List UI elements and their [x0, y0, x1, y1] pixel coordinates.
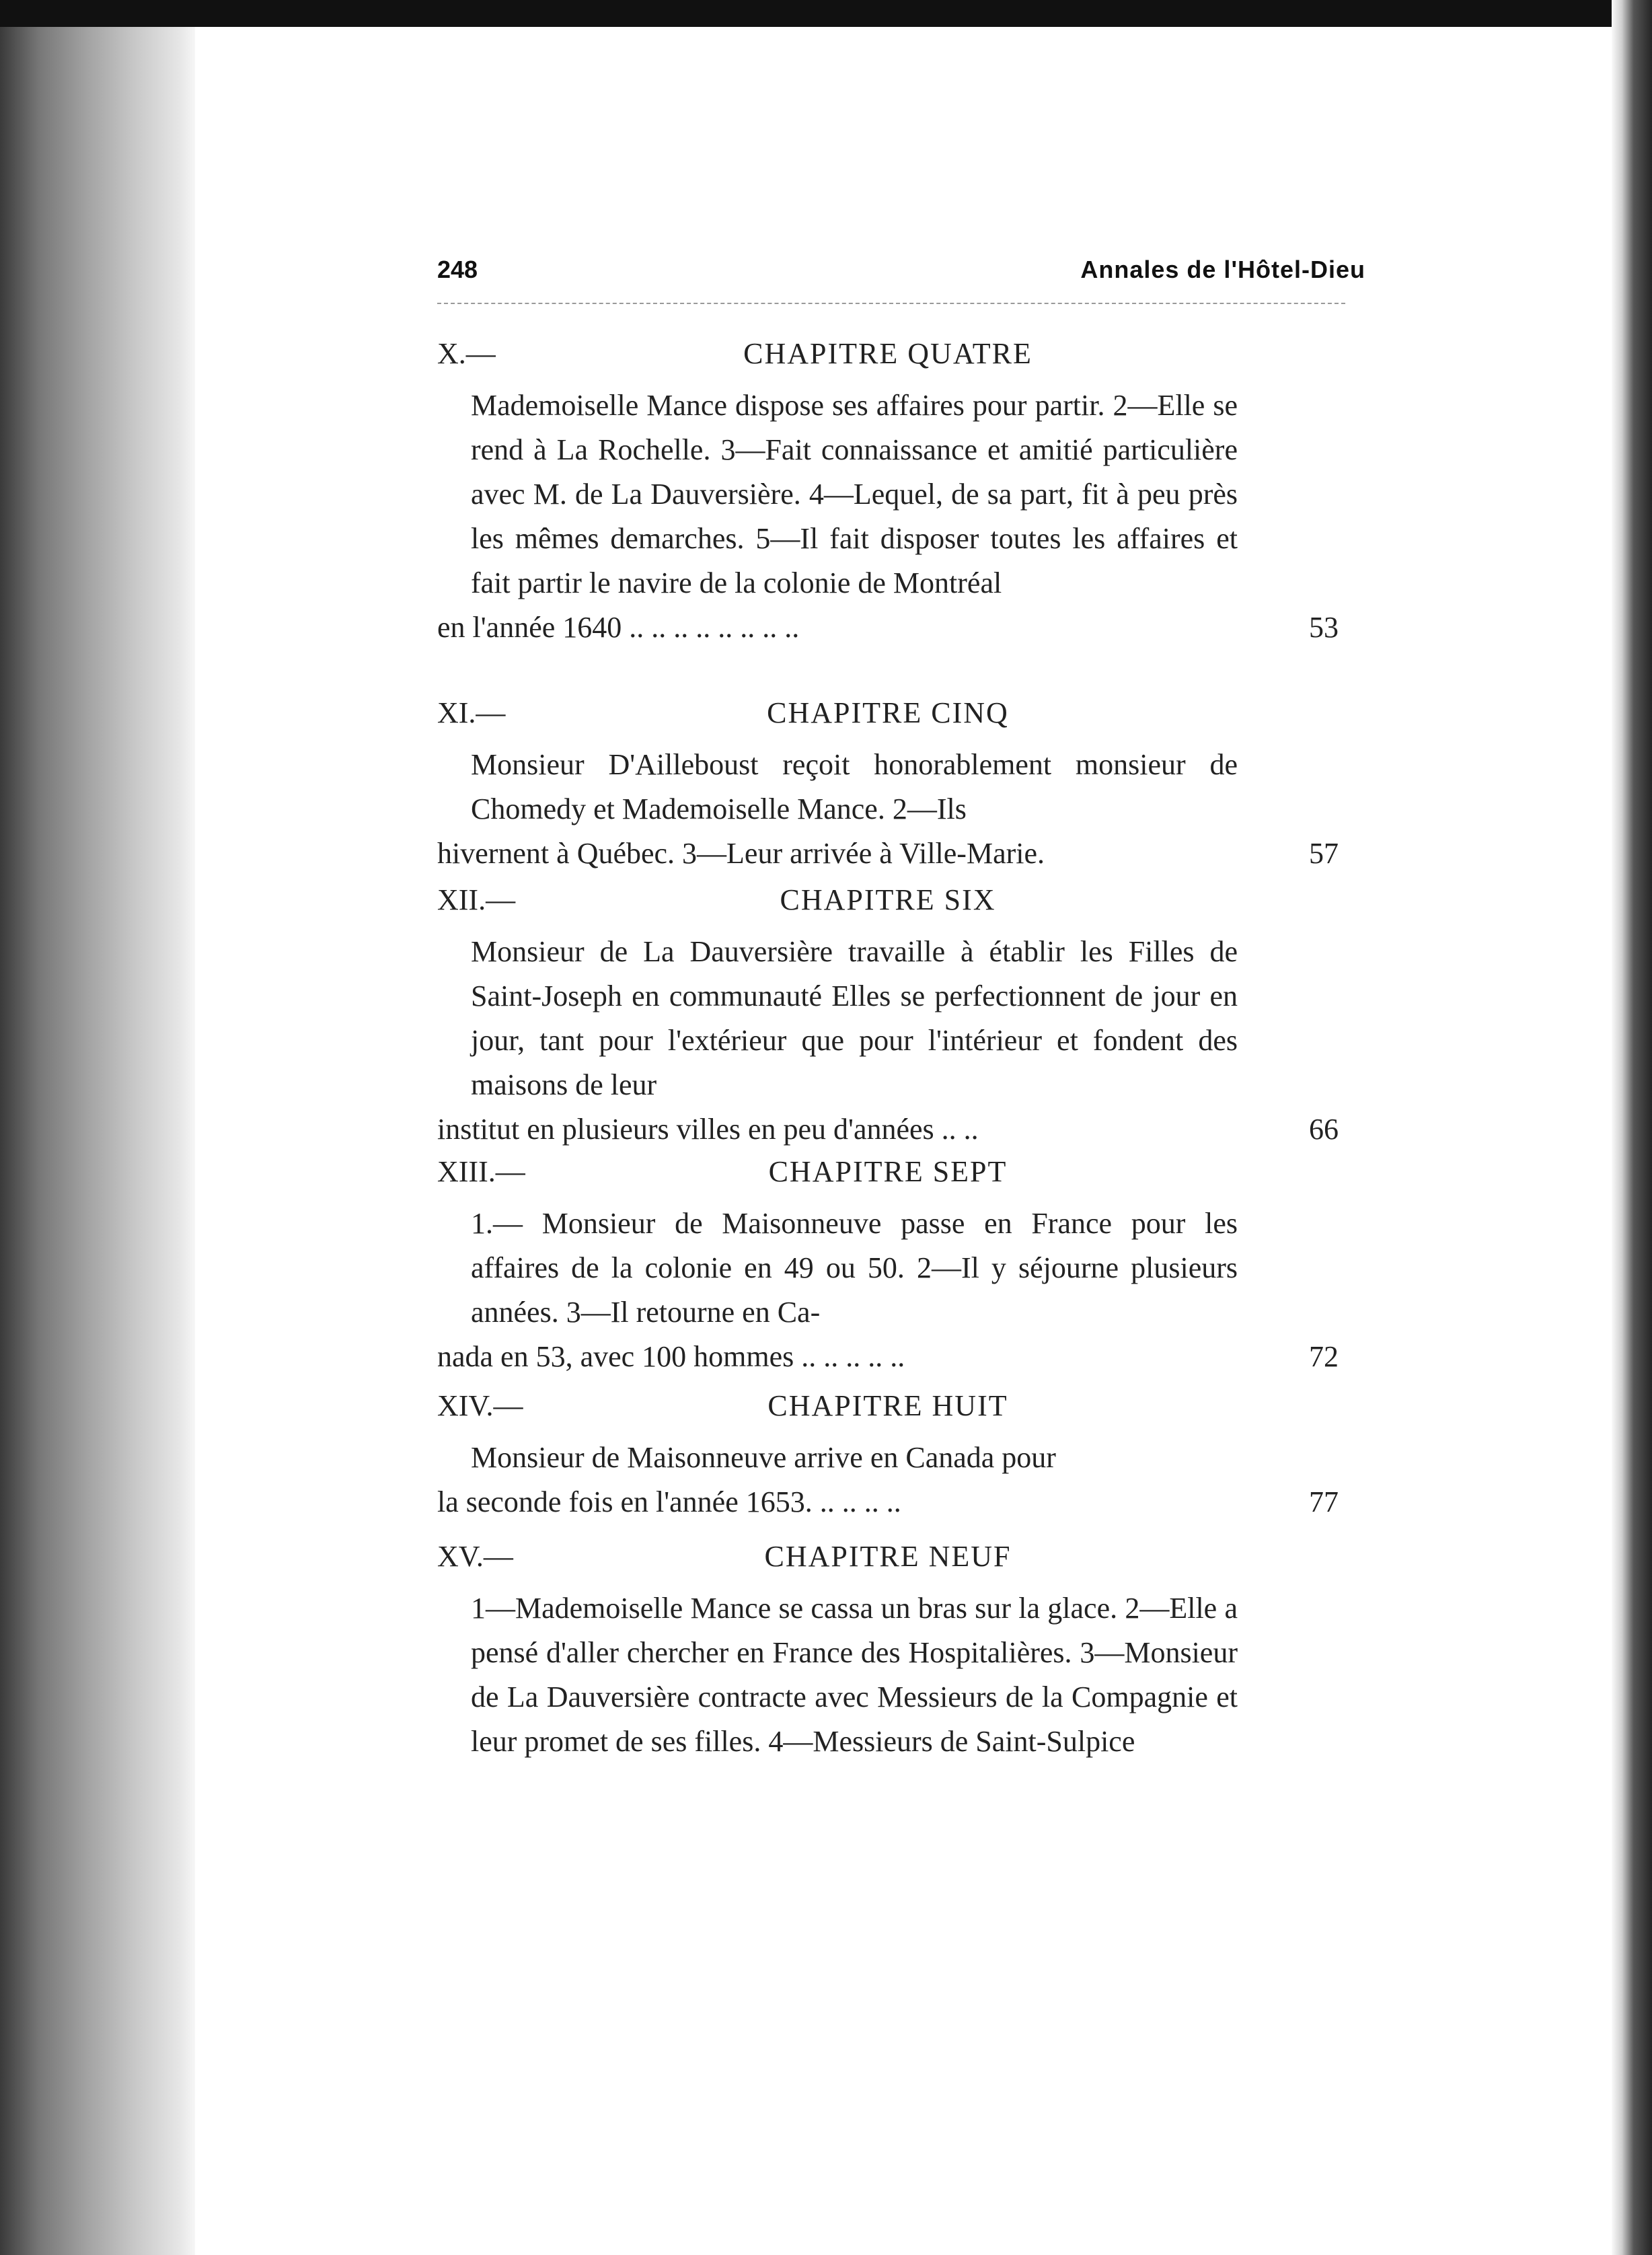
- chapter-roman-number: XII.—: [437, 883, 516, 916]
- chapter-summary-last-line: institut en plusieurs villes en peu d'années .. ..: [437, 1113, 979, 1146]
- header-rule: [437, 303, 1345, 304]
- chapter-heading: [437, 1154, 1339, 1202]
- chapter-heading: [437, 1539, 1339, 1586]
- chapter-summary-last-line: nada en 53, avec 100 hommes .. .. .. .. ..: [437, 1340, 905, 1373]
- toc-entry-chapter-4: [437, 336, 1339, 650]
- chapter-page-number: 53: [1309, 611, 1339, 644]
- chapter-page-number: 66: [1309, 1113, 1339, 1146]
- page-header: [437, 256, 1365, 296]
- scan-page-edge-right: [1612, 0, 1652, 2255]
- chapter-title: CHAPITRE SEPT: [768, 1155, 1008, 1188]
- toc-entry-chapter-5: [437, 696, 1339, 876]
- chapter-roman-number: XIV.—: [437, 1389, 523, 1422]
- chapter-summary-text: Monsieur de Maisonneuve arrive en Canada pour: [471, 1441, 1056, 1474]
- chapter-summary: [437, 1586, 1339, 1764]
- chapter-summary: [437, 1436, 1339, 1524]
- scan-page-edge-left: [0, 0, 195, 2255]
- toc-entry-chapter-8: [437, 1389, 1339, 1524]
- toc-entry-chapter-7: [437, 1154, 1339, 1379]
- toc-entry-chapter-9: [437, 1539, 1339, 1764]
- chapter-title: CHAPITRE QUATRE: [743, 337, 1032, 370]
- chapter-roman-number: XV.—: [437, 1540, 513, 1573]
- toc-entry-chapter-6: [437, 883, 1339, 1152]
- chapter-summary-text: Mademoiselle Mance dispose ses affaires pour partir. 2—Elle se rend à La Rochelle. 3—Fait connaissance et amitié particulière avec M. de La Dauversière. 4—Lequel, de sa part, fit à peu près les mêmes demarches. 5—Il fait disposer toutes les affaires et fait partir le navire de la colonie de Montréal: [471, 389, 1238, 599]
- chapter-heading: [437, 883, 1339, 930]
- chapter-summary: [437, 930, 1339, 1152]
- chapter-summary-text: 1—Mademoiselle Mance se cassa un bras sur la glace. 2—Elle a pensé d'aller chercher en France des Hospitalières. 3—Monsieur de La Dauversière contracte avec Messieurs de la Compagnie et leur promet de ses filles. 4—Messieurs de Saint-Sulpice: [471, 1592, 1238, 1758]
- chapter-summary-text: Monsieur D'Ailleboust reçoit honorablement monsieur de Chomedy et Mademoiselle Mance. 2—Ils: [471, 748, 1238, 825]
- chapter-summary-last-line: en l'année 1640 .. .. .. .. .. .. .. ..: [437, 611, 800, 644]
- page-number: 248: [437, 256, 478, 283]
- chapter-roman-number: XI.—: [437, 696, 506, 729]
- running-title: Annales de l'Hôtel-Dieu: [1080, 256, 1365, 283]
- chapter-summary: [437, 383, 1339, 650]
- chapter-roman-number: XIII.—: [437, 1155, 525, 1188]
- chapter-title: CHAPITRE CINQ: [767, 696, 1009, 729]
- chapter-summary: [437, 743, 1339, 876]
- chapter-page-number: 57: [1309, 837, 1339, 870]
- chapter-summary-last-line: hivernent à Québec. 3—Leur arrivée à Ville-Marie.: [437, 837, 1045, 870]
- chapter-summary-text: 1.— Monsieur de Maisonneuve passe en France pour les affaires de la colonie en 49 ou 50. 2—Il y séjourne plusieurs années. 3—Il retourne en Ca-: [471, 1207, 1238, 1329]
- chapter-heading: [437, 696, 1339, 743]
- chapter-title: CHAPITRE SIX: [780, 883, 996, 916]
- chapter-heading: [437, 1389, 1339, 1436]
- chapter-summary-last-line: la seconde fois en l'année 1653. .. .. .. ..: [437, 1485, 901, 1518]
- chapter-page-number: 72: [1309, 1340, 1339, 1373]
- chapter-summary: [437, 1202, 1339, 1379]
- chapter-heading: [437, 336, 1339, 383]
- chapter-page-number: 77: [1309, 1485, 1339, 1518]
- chapter-roman-number: X.—: [437, 337, 496, 370]
- chapter-title: CHAPITRE NEUF: [764, 1540, 1012, 1573]
- scan-border-top: [0, 0, 1652, 27]
- chapter-summary-text: Monsieur de La Dauversière travaille à établir les Filles de Saint-Joseph en communauté Elles se perfectionnent de jour en jour, tant pour l'extérieur que pour l'intérieur et fondent des maisons de leur: [471, 935, 1238, 1101]
- chapter-title: CHAPITRE HUIT: [767, 1389, 1008, 1422]
